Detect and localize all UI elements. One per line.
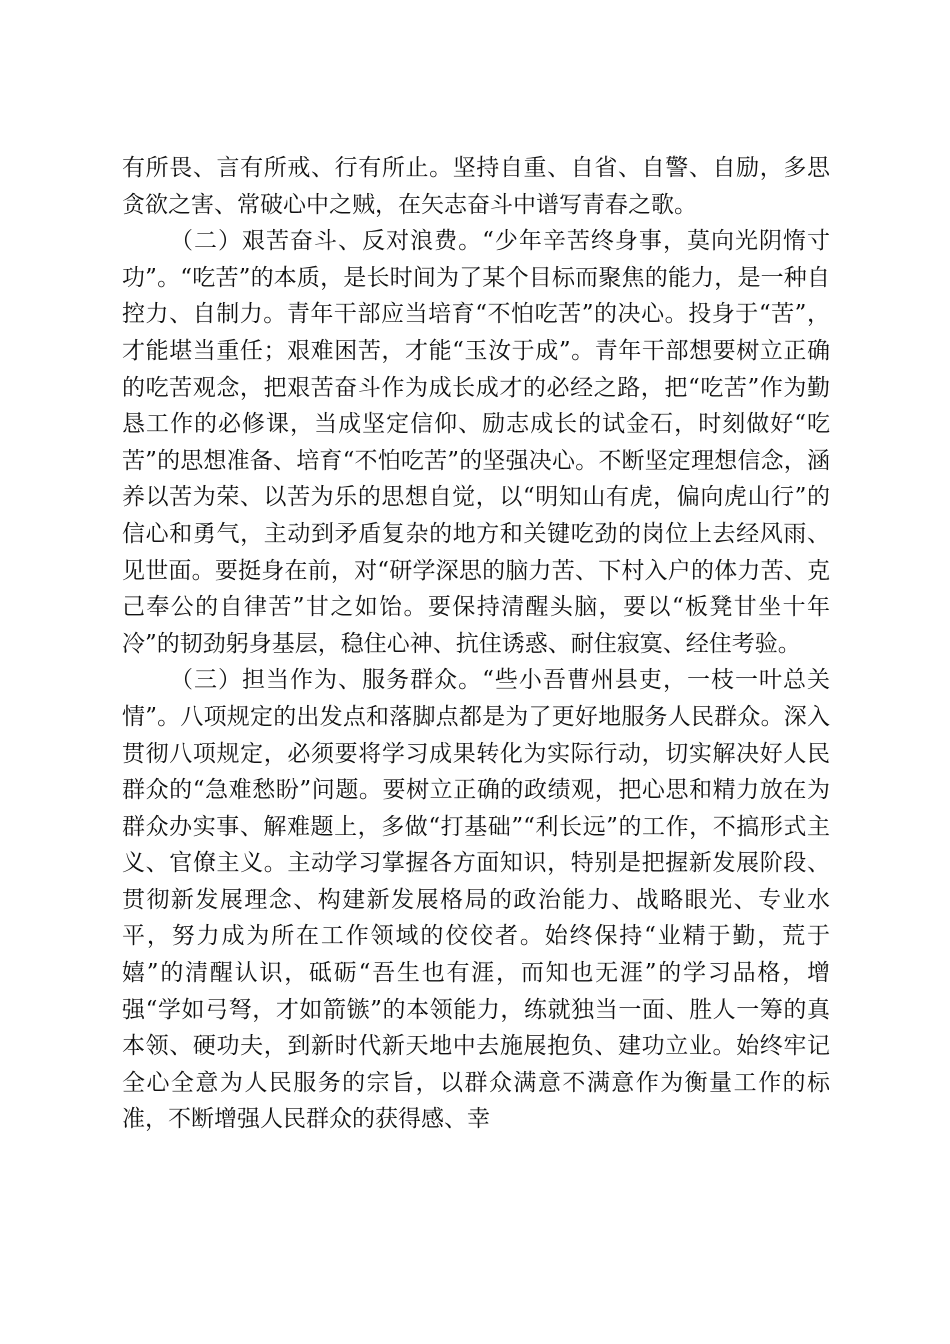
paragraph-section-three: （三）担当作为、服务群众。“些小吾曹州县吏，一枝一叶总关情”。八项规定的出发点和落脚点都是为了更好地服务人民群众。深入贯彻八项规定，必须要将学习成果转化为实际行动，切实解决好人民群众的“急难愁盼”问题。要树立正确的政绩观，把心思和精力放在为群众办实事、解难题上，多做“打基础”“利长远”的工作，不搞形式主义、官僚主义。主动学习掌握各方面知识，特别是把握新发展阶段、贯彻新发展理念、构建新发展格局的政治能力、战略眼光、专业水平，努力成为所在工作领域的佼佼者。始终保持“业精于勤，荒于嬉”的清醒认识，砥砺“吾生也有涯，而知也无涯”的学习品格，增强“学如弓弩，才如箭镞”的本领能力，练就独当一面、胜人一筹的真本领、硬功夫，到新时代新天地中去施展抱负、建功立业。始终牢记全心全意为人民服务的宗旨，以群众满意不满意作为衡量工作的标准，不断增强人民群众的获得感、幸 bbox=[122, 667, 830, 1133]
paragraph-section-two: （二）艰苦奋斗、反对浪费。“少年辛苦终身事，莫向光阴惰寸功”。“吃苦”的本质，是长时间为了某个目标而聚焦的能力，是一种自控力、自制力。青年干部应当培育“不怕吃苦”的决心。投身于“苦”，才能堪当重任；艰难困苦，才能“玉汝于成”。青年干部想要树立正确的吃苦观念，把艰苦奋斗作为成长成才的必经之路，把“吃苦”作为勤恳工作的必修课，当成坚定信仰、励志成长的试金石，时刻做好“吃苦”的思想准备、培育“不怕吃苦”的坚强决心。不断坚定理想信念，涵养以苦为荣、以苦为乐的思想自觉，以“明知山有虎，偏向虎山行”的信心和勇气，主动到矛盾复杂的地方和关键吃劲的岗位上去经风雨、见世面。要挺身在前，对“研学深思的脑力苦、下村入户的体力苦、克己奉公的自律苦”甘之如饴。要保持清醒头脑，要以“板凳甘坐十年冷”的韧劲躬身基层，稳住心神、抗住诱惑、耐住寂寞、经住考验。 bbox=[122, 228, 830, 657]
paragraph-continuation: 有所畏、言有所戒、行有所止。坚持自重、自省、自警、自励，多思贪欲之害、常破心中之贼，在矢志奋斗中谱写青春之歌。 bbox=[122, 155, 830, 218]
body-text bbox=[122, 150, 830, 1138]
